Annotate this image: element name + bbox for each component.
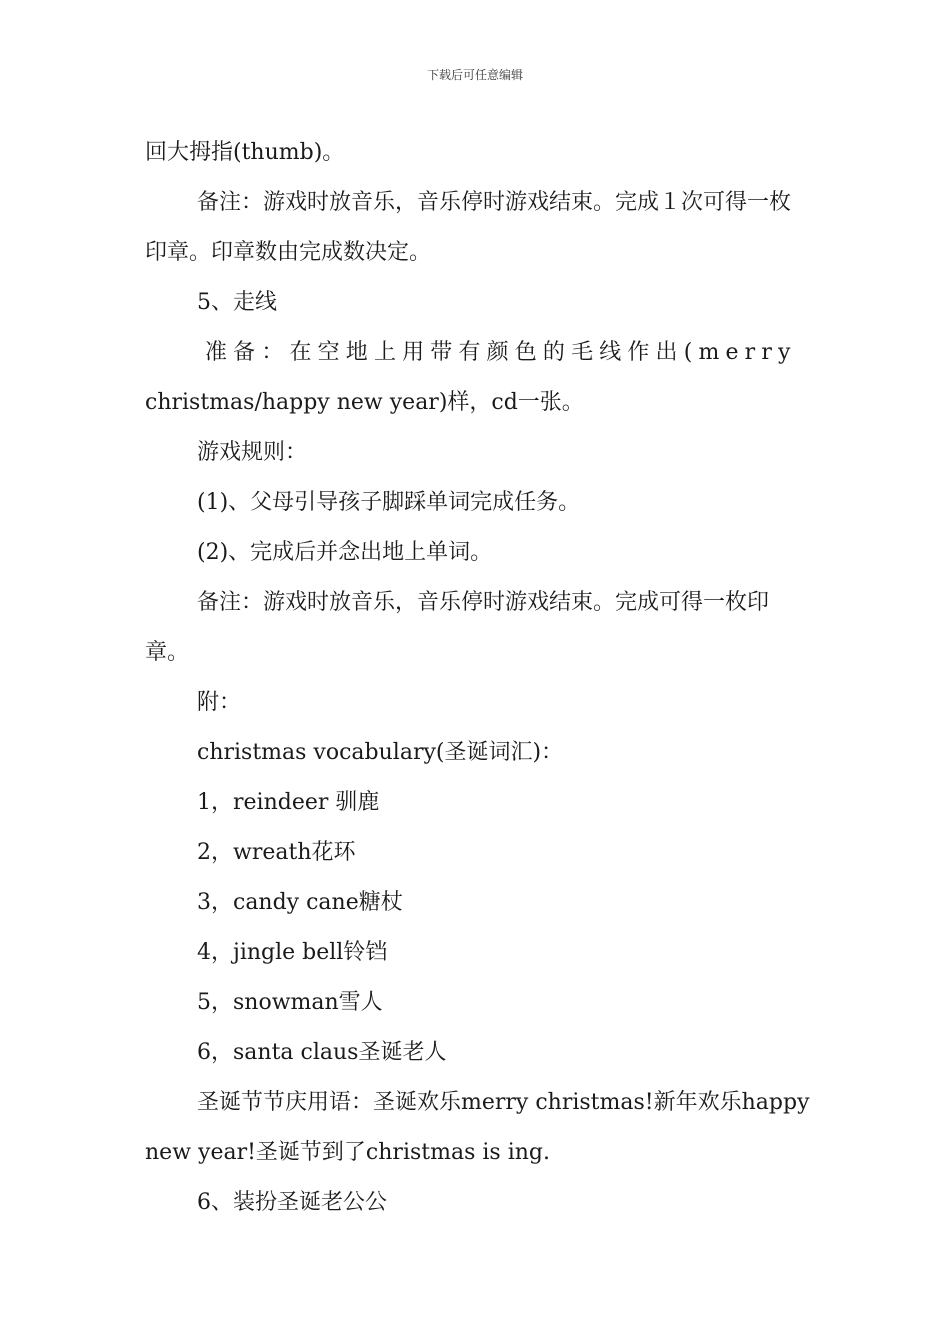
section-heading-santa: 6、装扮圣诞老公公 bbox=[197, 1190, 387, 1215]
paragraph-prepare-line2: christmas/happy new year)样，cd一张。 bbox=[145, 390, 584, 415]
vocab-item: 4，jingle bell铃铛 bbox=[197, 940, 388, 965]
vocab-item: 2，wreath花环 bbox=[197, 840, 356, 865]
vocab-item: 1，reindeer 驯鹿 bbox=[197, 790, 380, 815]
document-body bbox=[145, 128, 817, 1228]
paragraph-note-2: 备注：游戏时放音乐，音乐停时游戏结束。完成可得一枚印章。 bbox=[145, 590, 770, 665]
paragraph-rules-heading: 游戏规则： bbox=[197, 440, 308, 465]
page-header-note: 下载后可任意编辑 bbox=[426, 68, 523, 82]
paragraph-vocab-heading: christmas vocabulary(圣诞词汇)： bbox=[197, 740, 564, 765]
section-heading-walk-line: 5、走线 bbox=[197, 290, 277, 315]
vocab-item: 5，snowman雪人 bbox=[197, 990, 383, 1015]
paragraph-holiday-phrases: 圣诞节节庆用语：圣诞欢乐merry christmas!新年欢乐happy new year!圣诞节到了christmas is ing. bbox=[145, 1090, 817, 1165]
vocab-item: 6，santa claus圣诞老人 bbox=[197, 1040, 447, 1065]
paragraph-note-1: 备注：游戏时放音乐，音乐停时游戏结束。完成１次可得一枚印章。印章数由完成数决定。 bbox=[145, 190, 792, 265]
paragraph-prepare-line1: 准备：在空地上用带有颜色的毛线作出(merry bbox=[205, 340, 797, 365]
paragraph-appendix: 附： bbox=[197, 690, 242, 715]
vocab-item: 3，candy cane糖杖 bbox=[197, 890, 403, 915]
paragraph-rule-1: (1)、父母引导孩子脚踩单词完成任务。 bbox=[197, 490, 581, 515]
paragraph-thumb: 回大拇指(thumb)。 bbox=[145, 140, 345, 165]
paragraph-rule-2: (2)、完成后并念出地上单词。 bbox=[197, 540, 493, 565]
